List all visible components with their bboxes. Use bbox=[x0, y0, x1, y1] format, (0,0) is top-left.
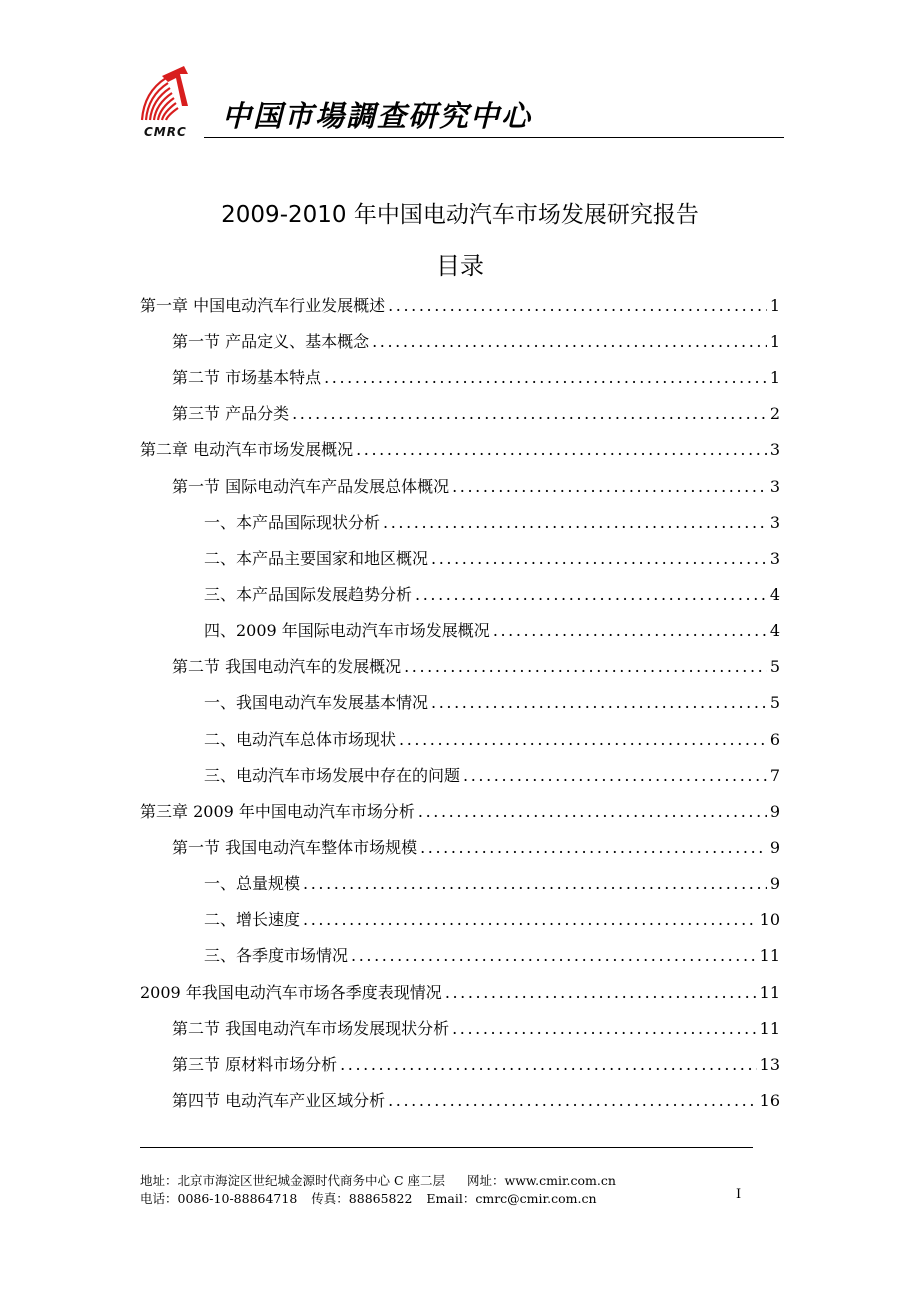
toc-entry[interactable] bbox=[172, 401, 780, 423]
toc-entry-label: 第三章 2009 年中国电动汽车市场分析 bbox=[140, 802, 415, 821]
toc-page-number: 13 bbox=[759, 1055, 780, 1074]
toc-leader bbox=[383, 513, 767, 532]
header-divider bbox=[204, 137, 784, 138]
toc-page-number: 2 bbox=[769, 404, 780, 423]
toc-leader bbox=[452, 1019, 757, 1038]
toc-page-number: 4 bbox=[769, 585, 780, 604]
toc-entry-label: 一、本产品国际现状分析 bbox=[204, 513, 381, 532]
toc-page-number: 1 bbox=[769, 296, 780, 315]
toc-entry[interactable] bbox=[172, 654, 780, 676]
toc-page-number: 3 bbox=[769, 549, 780, 568]
toc-entry-label: 第一节 我国电动汽车整体市场规模 bbox=[172, 838, 418, 857]
toc-leader bbox=[372, 332, 767, 351]
toc-entry-label: 二、本产品主要国家和地区概况 bbox=[204, 549, 429, 568]
footer-divider bbox=[140, 1147, 753, 1148]
toc-entry[interactable] bbox=[204, 618, 780, 640]
toc-page-number: 9 bbox=[769, 874, 780, 893]
toc-page-number: 3 bbox=[769, 440, 780, 459]
toc-page-number: 10 bbox=[759, 910, 780, 929]
toc-entry-label: 第一章 中国电动汽车行业发展概述 bbox=[140, 296, 386, 315]
toc-leader bbox=[303, 910, 757, 929]
toc-leader bbox=[356, 440, 767, 459]
toc-entry[interactable] bbox=[204, 907, 780, 929]
toc-entry[interactable] bbox=[172, 1052, 780, 1074]
toc-leader bbox=[324, 368, 767, 387]
toc-entry[interactable] bbox=[204, 943, 780, 965]
toc-entry-label: 2009 年我国电动汽车市场各季度表现情况 bbox=[140, 983, 442, 1002]
toc-entry-label: 第二节 市场基本特点 bbox=[172, 368, 322, 387]
toc-leader bbox=[420, 838, 767, 857]
document-title: 2009-2010 年中国电动汽车市场发展研究报告 bbox=[221, 202, 699, 228]
toc-entry[interactable] bbox=[204, 582, 780, 604]
toc-leader bbox=[351, 946, 757, 965]
toc-entry-label: 第二章 电动汽车市场发展概况 bbox=[140, 440, 354, 459]
toc-entry-label: 一、总量规模 bbox=[204, 874, 301, 893]
toc-entry[interactable] bbox=[172, 1088, 780, 1110]
toc-page-number: 5 bbox=[769, 693, 780, 712]
toc-page-number: 5 bbox=[769, 657, 780, 676]
page-number: I bbox=[736, 1187, 742, 1202]
toc-entry-label: 第一节 产品定义、基本概念 bbox=[172, 332, 370, 351]
toc-entry[interactable] bbox=[172, 835, 780, 857]
toc-entry[interactable] bbox=[204, 546, 780, 568]
toc-entry-label: 一、我国电动汽车发展基本情况 bbox=[204, 693, 429, 712]
toc-leader bbox=[404, 657, 767, 676]
footer-fax: 传真：88865822 bbox=[311, 1191, 413, 1206]
toc-page-number: 3 bbox=[769, 477, 780, 496]
toc-leader bbox=[415, 585, 767, 604]
toc-leader bbox=[493, 621, 767, 640]
toc-entry-label: 二、增长速度 bbox=[204, 910, 301, 929]
toc-page-number: 4 bbox=[769, 621, 780, 640]
toc-entry-label: 三、各季度市场情况 bbox=[204, 946, 349, 965]
toc-entry-label: 第二节 我国电动汽车市场发展现状分析 bbox=[172, 1019, 450, 1038]
toc-page-number: 11 bbox=[759, 946, 780, 965]
toc-entry-label: 第三节 产品分类 bbox=[172, 404, 290, 423]
toc-page-number: 6 bbox=[769, 730, 780, 749]
toc-leader bbox=[388, 1091, 757, 1110]
footer-phone: 电话：0086-10-88864718 bbox=[140, 1191, 298, 1206]
toc-entry-label: 第二节 我国电动汽车的发展概况 bbox=[172, 657, 402, 676]
toc-leader bbox=[418, 802, 767, 821]
toc-entry-label: 第三节 原材料市场分析 bbox=[172, 1055, 338, 1074]
footer-contact-line bbox=[140, 1189, 597, 1207]
toc-entry[interactable] bbox=[172, 474, 780, 496]
toc-page-number: 16 bbox=[759, 1091, 780, 1110]
toc-entry[interactable] bbox=[204, 690, 780, 712]
toc-page-number: 11 bbox=[759, 1019, 780, 1038]
toc-entry-label: 二、电动汽车总体市场现状 bbox=[204, 730, 397, 749]
toc-entry[interactable] bbox=[140, 437, 780, 459]
toc-entry[interactable] bbox=[172, 365, 780, 387]
toc-page-number: 3 bbox=[769, 513, 780, 532]
toc-heading: 目录 bbox=[436, 252, 484, 280]
toc-page-number: 1 bbox=[769, 332, 780, 351]
toc-entry-label: 三、本产品国际发展趋势分析 bbox=[204, 585, 413, 604]
org-name: 中国市場調查研究中心 bbox=[222, 99, 533, 133]
toc-page-number: 1 bbox=[769, 368, 780, 387]
toc-entry[interactable] bbox=[140, 293, 780, 315]
toc-leader bbox=[431, 549, 767, 568]
toc-entry[interactable] bbox=[140, 799, 780, 821]
toc-leader bbox=[452, 477, 767, 496]
toc-page-number: 7 bbox=[769, 766, 780, 785]
logo-text: CMRC bbox=[144, 125, 187, 139]
toc-leader bbox=[303, 874, 767, 893]
toc-entry-label: 第一节 国际电动汽车产品发展总体概况 bbox=[172, 477, 450, 496]
toc-entry[interactable] bbox=[204, 727, 780, 749]
toc-entry[interactable] bbox=[204, 871, 780, 893]
toc-page-number: 9 bbox=[769, 838, 780, 857]
toc-leader bbox=[463, 766, 767, 785]
footer-email[interactable]: Email：cmrc@cmir.com.cn bbox=[426, 1191, 597, 1206]
toc-entry[interactable] bbox=[204, 510, 780, 532]
toc-entry[interactable] bbox=[140, 980, 780, 1002]
toc-entry[interactable] bbox=[204, 763, 780, 785]
toc-entry-label: 四、2009 年国际电动汽车市场发展概况 bbox=[204, 621, 490, 640]
footer-address: 地址：北京市海淀区世纪城金源时代商务中心 C 座二层 bbox=[140, 1173, 446, 1188]
toc-leader bbox=[399, 730, 767, 749]
toc-page-number: 11 bbox=[759, 983, 780, 1002]
footer-address-line bbox=[140, 1171, 616, 1189]
toc-leader bbox=[445, 983, 757, 1002]
footer-website[interactable]: 网址：www.cmir.com.cn bbox=[467, 1173, 616, 1188]
toc-entry[interactable] bbox=[172, 1016, 780, 1038]
toc-leader bbox=[388, 296, 767, 315]
toc-leader bbox=[431, 693, 767, 712]
toc-entry[interactable] bbox=[172, 329, 780, 351]
toc-page-number: 9 bbox=[769, 802, 780, 821]
toc-entry-label: 第四节 电动汽车产业区域分析 bbox=[172, 1091, 386, 1110]
toc-entry-label: 三、电动汽车市场发展中存在的问题 bbox=[204, 766, 461, 785]
toc-leader bbox=[340, 1055, 757, 1074]
toc-leader bbox=[292, 404, 767, 423]
